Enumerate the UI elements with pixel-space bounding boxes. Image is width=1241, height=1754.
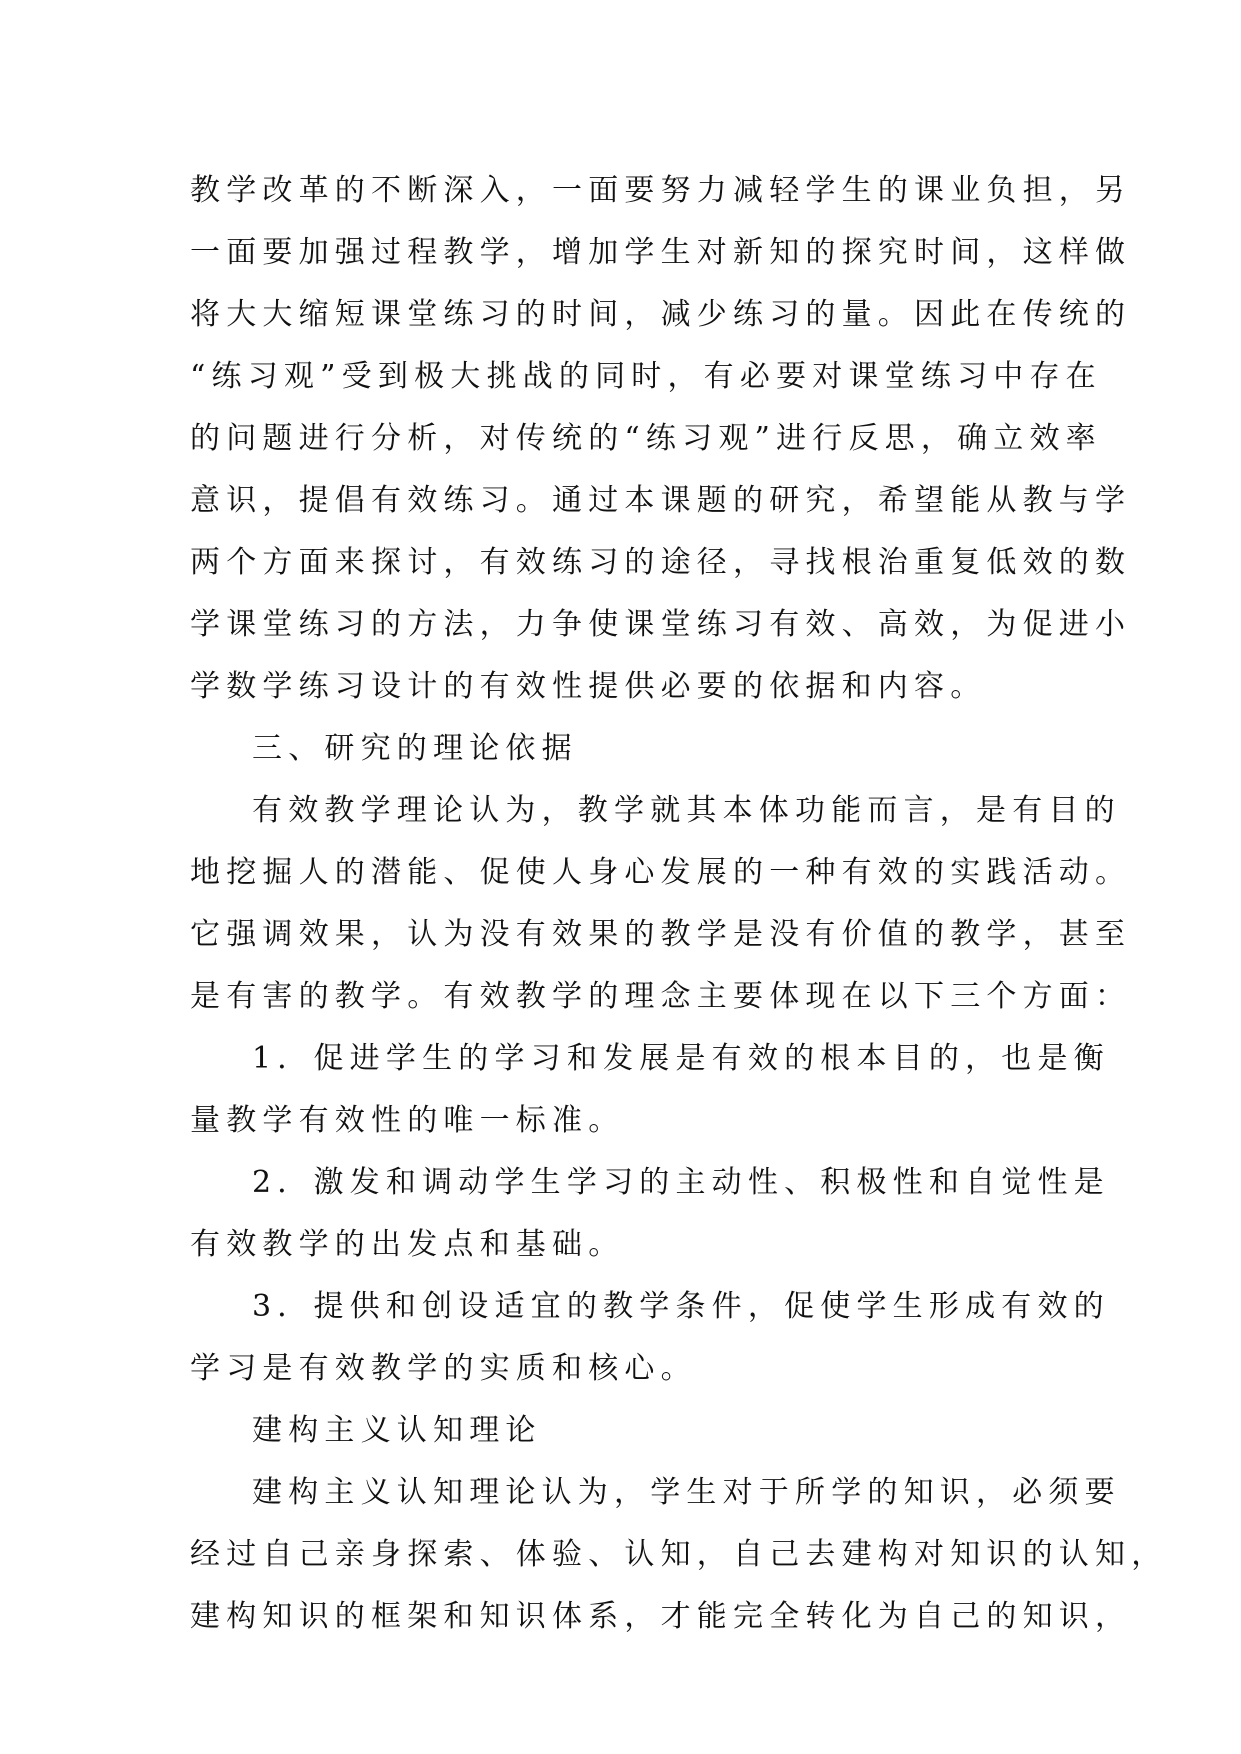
text-line: 将大大缩短课堂练习的时间，减少练习的量。因此在传统的: [190, 297, 1132, 332]
text-line: 的问题进行分析，对传统的“练习观”进行反思，确立效率: [190, 421, 1102, 456]
text-line: 是有害的教学。有效教学的理念主要体现在以下三个方面：: [190, 979, 1132, 1014]
list-item-1: 1．促进学生的学习和发展是有效的根本目的，也是衡: [252, 1041, 1110, 1076]
document-body: [190, 160, 1168, 1648]
text-line: 建构知识的框架和知识体系，才能完全转化为自己的知识，: [190, 1599, 1132, 1634]
list-item-2: 2．激发和调动学生学习的主动性、积极性和自觉性是: [252, 1165, 1110, 1200]
text-line: 学数学练习设计的有效性提供必要的依据和内容。: [190, 669, 987, 704]
text-line: 学习是有效教学的实质和核心。: [190, 1351, 697, 1386]
text-line: 地挖掘人的潜能、促使人身心发展的一种有效的实践活动。: [190, 855, 1132, 890]
text-line: 经过自己亲身探索、体验、认知，自己去建构对知识的认知，: [190, 1537, 1168, 1572]
subsection-heading: 建构主义认知理论: [252, 1413, 542, 1448]
text-line: 有效教学理论认为，教学就其本体功能而言，是有目的: [252, 793, 1121, 828]
text-line: 量教学有效性的唯一标准。: [190, 1103, 625, 1138]
text-line: 教学改革的不断深入，一面要努力减轻学生的课业负担，另: [190, 173, 1132, 208]
text-line: 有效教学的出发点和基础。: [190, 1227, 625, 1262]
list-item-3: 3．提供和创设适宜的教学条件，促使学生形成有效的: [252, 1289, 1110, 1324]
text-line: 两个方面来探讨，有效练习的途径，寻找根治重复低效的数: [190, 545, 1132, 580]
text-line: 它强调效果，认为没有效果的教学是没有价值的教学，甚至: [190, 917, 1132, 952]
text-line: 一面要加强过程教学，增加学生对新知的探究时间，这样做: [190, 235, 1132, 270]
text-line: “练习观”受到极大挑战的同时，有必要对课堂练习中存在: [190, 359, 1102, 394]
text-line: 意识，提倡有效练习。通过本课题的研究，希望能从教与学: [190, 483, 1132, 518]
section-heading: 三、研究的理论依据: [252, 731, 578, 766]
text-line: 建构主义认知理论认为，学生对于所学的知识，必须要: [252, 1475, 1121, 1510]
text-line: 学课堂练习的方法，力争使课堂练习有效、高效，为促进小: [190, 607, 1132, 642]
